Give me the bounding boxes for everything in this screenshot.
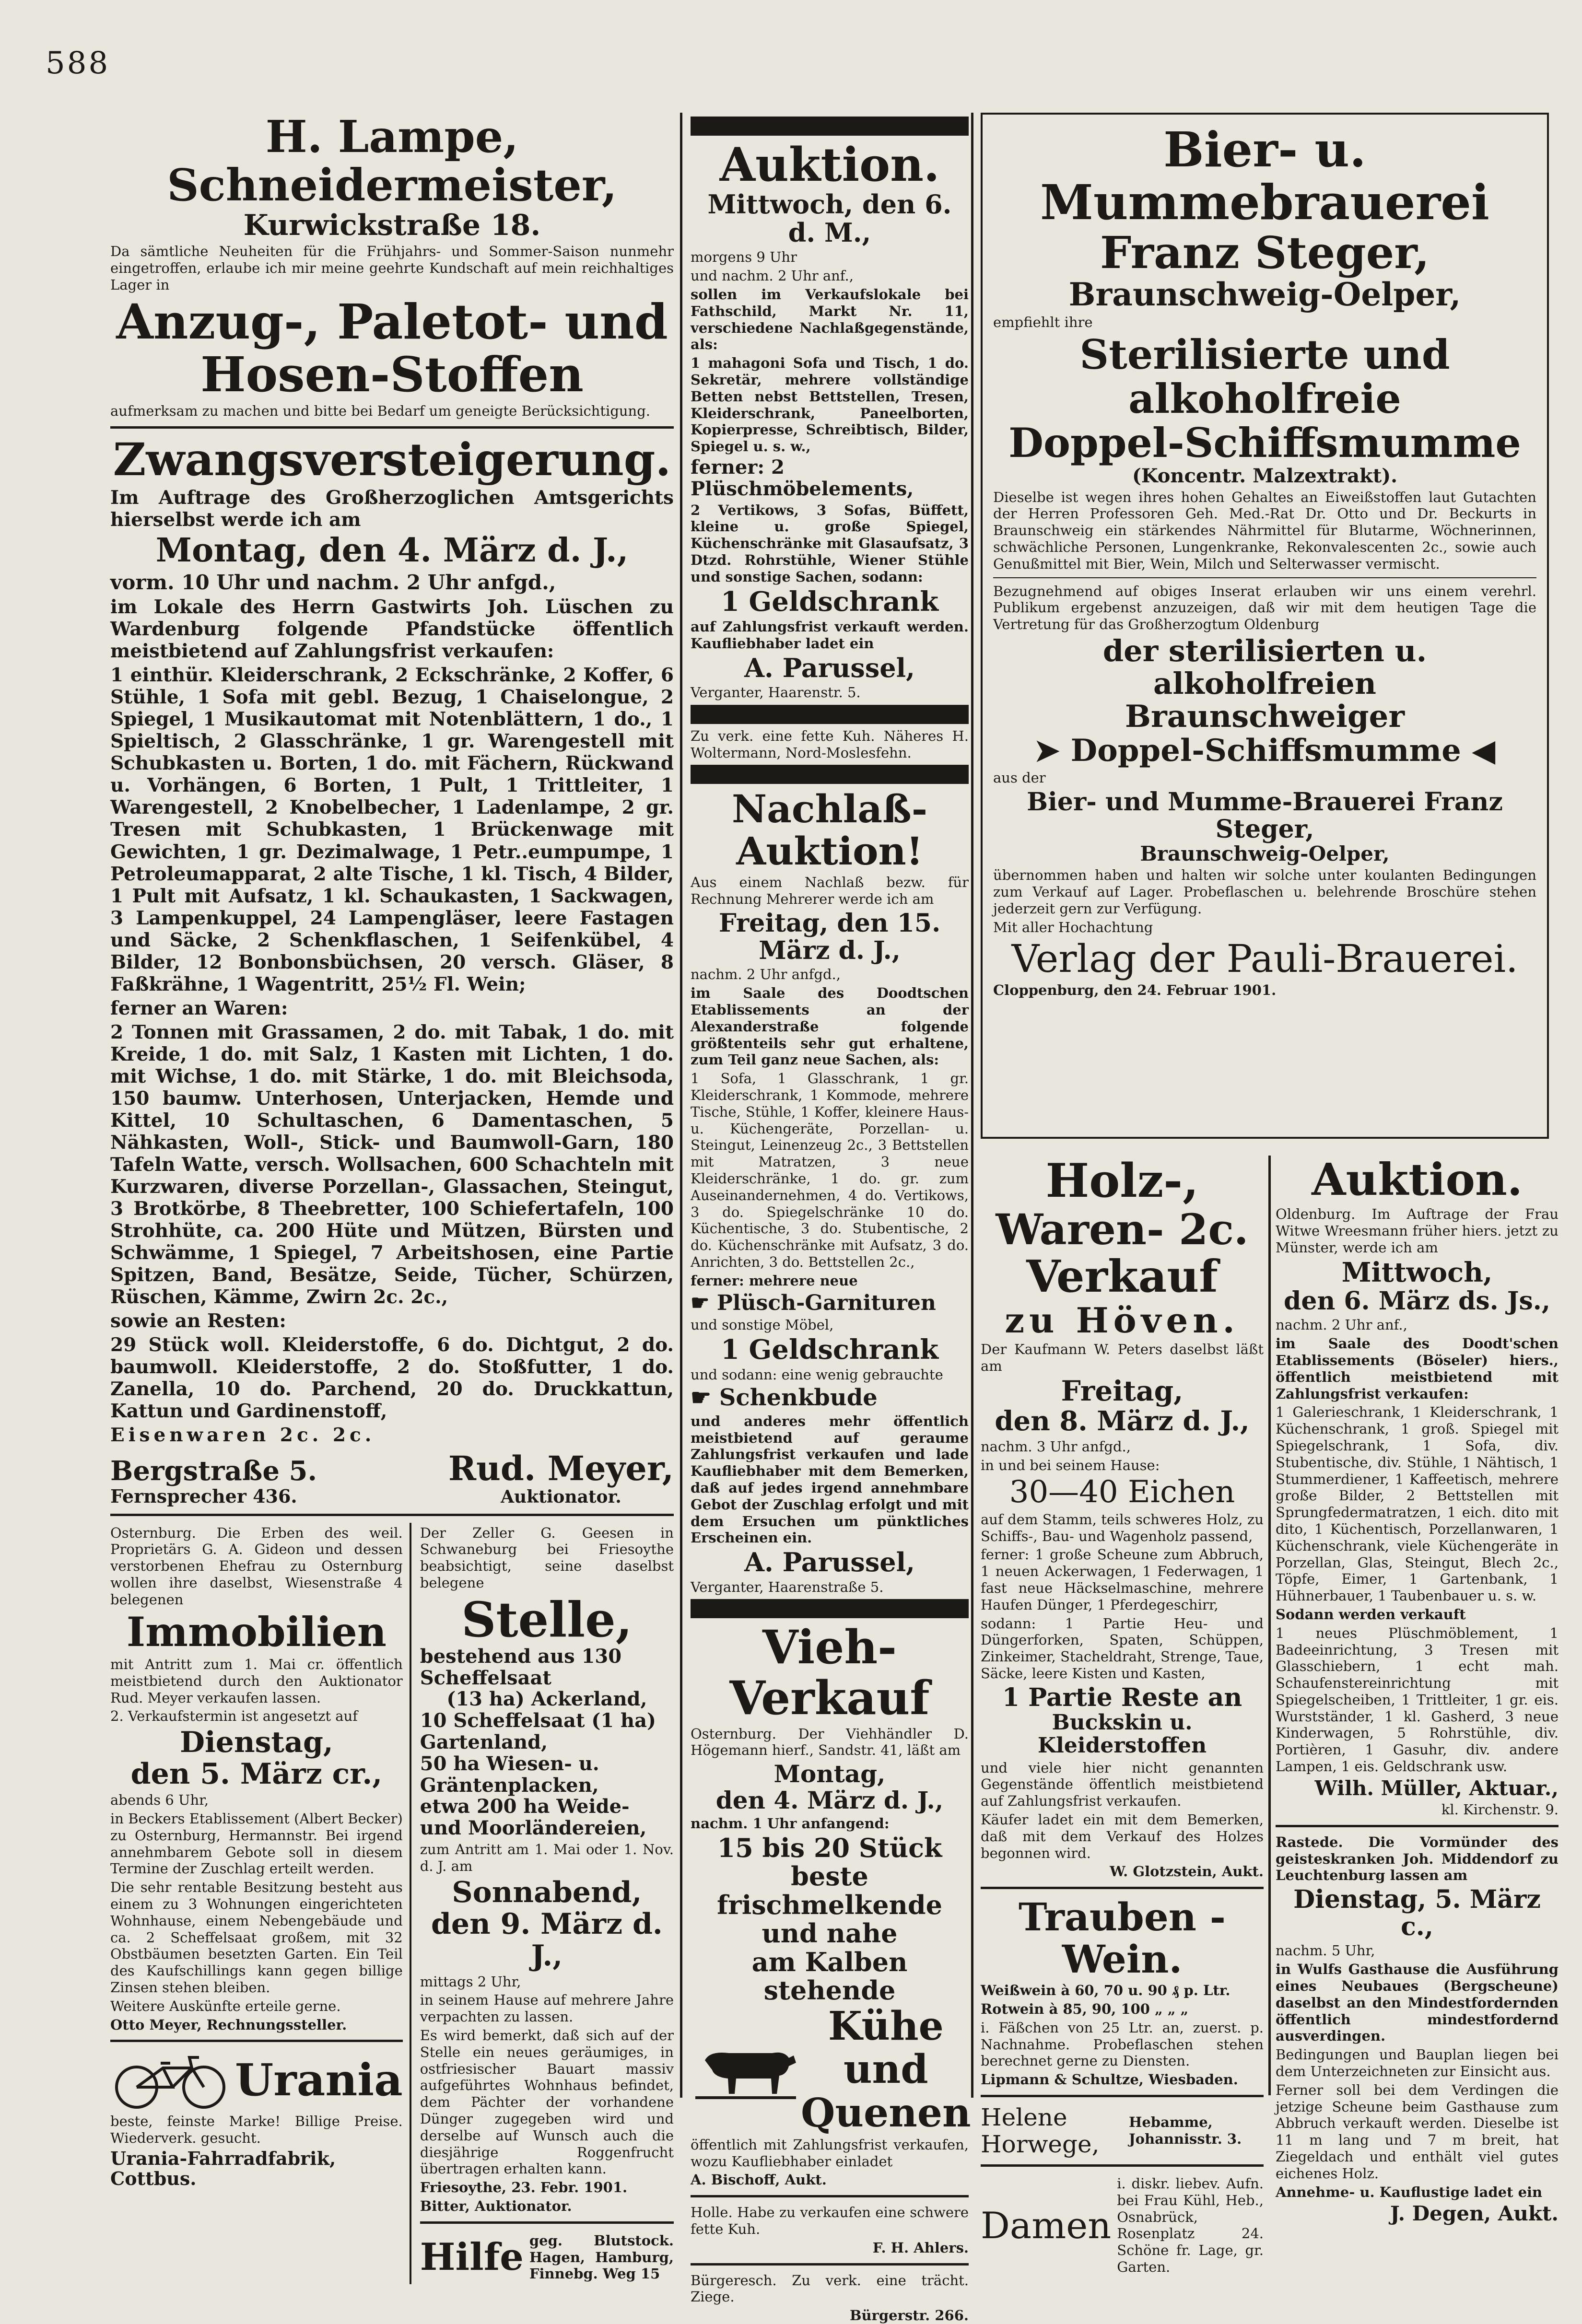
- stelle-ad: [420, 1523, 674, 2285]
- stelle-day: Sonnabend,: [452, 1875, 642, 1909]
- lampe-goods-1: Anzug-, Paletot- und: [116, 293, 668, 350]
- holz-oaks: 30—40 Eichen: [1009, 1474, 1235, 1510]
- black-bar: [691, 705, 969, 724]
- arrow-right-icon: ➤: [1034, 732, 1071, 769]
- brauerei-ad: [981, 113, 1549, 1139]
- nachlass-sign: A. Parussel,: [744, 1547, 915, 1578]
- vieh-text-2: öffentlich mit Zahlungsfrist verkaufen, wozu Kaufliebhaber einladet: [691, 2136, 969, 2170]
- brauerei-product-1: Sterilisierte und alkoholfreie: [1079, 330, 1450, 422]
- brauerei-line-4: Bier- und Mumme-Brauerei Franz Steger,: [1027, 787, 1503, 844]
- auktion-fath-ad: [691, 140, 969, 701]
- nachlass-plusch: Plüsch-Garnituren: [716, 1290, 936, 1315]
- lampe-goods-2: Hosen-Stoffen: [200, 346, 584, 403]
- auktion-old-title: Auktion.: [1312, 1154, 1523, 1205]
- vieh-line-5: Quenen: [801, 2090, 971, 2136]
- auktion-fath-title: Auktion.: [719, 138, 940, 192]
- holle-sign: F. H. Ahlers.: [872, 2239, 969, 2256]
- immobilien-text-1: mit Antritt zum 1. Mai cr. öffentlich meistbietend durch den Auktionator Rud. Meyer verkaufen lassen.: [110, 1656, 403, 1706]
- stelle-text-2: in seinem Hause auf mehrere Jahre verpachten zu lassen.: [420, 1992, 674, 2025]
- brauerei-line-2: Braunschweiger: [1125, 699, 1405, 735]
- zwang-eisen: Eisenwaren 2c. 2c.: [110, 1424, 375, 1446]
- page-number: 588: [46, 46, 110, 81]
- stelle-line-2: (13 ha) Ackerland,: [446, 1688, 647, 1711]
- holz-text-7: Käufer ladet ein mit dem Bemerken, daß mit dem Verkauf des Holzes begonnen wird.: [981, 1811, 1264, 1861]
- stelle-place: Friesoythe, 23. Febr. 1901.: [420, 2179, 628, 2196]
- auktion-old-sign: Wilh. Müller, Aktuar.,: [1314, 1776, 1559, 1800]
- immobilien-ad: [110, 1523, 411, 2285]
- trauben-line-2: Rotwein à 85, 90, 100 „ „ „: [981, 2001, 1189, 2018]
- stelle-line-1: bestehend aus 130 Scheffelsaat: [420, 1645, 622, 1689]
- rastede-time: nachm. 5 Uhr,: [1276, 1942, 1375, 1959]
- stelle-text-1: zum Antritt am 1. Mai oder 1. Nov. d. J. am: [420, 1841, 674, 1874]
- holz-reste: 1 Partie Reste an: [1002, 1682, 1242, 1712]
- immobilien-title: Immobilien: [126, 1608, 387, 1656]
- auktion-fath-sign: A. Parussel,: [744, 652, 915, 683]
- lampe-address: Kurwickstraße 18.: [243, 209, 541, 243]
- rastede-sign-2: J. Degen, Aukt.: [1390, 2202, 1559, 2226]
- black-bar: [691, 765, 969, 784]
- vieh-day: Montag,: [773, 1760, 886, 1788]
- immobilien-sign: Otto Meyer, Rechnungssteller.: [110, 2016, 347, 2033]
- divider: [691, 2263, 969, 2266]
- rastede-text-4: Ferner soll bei dem Verdingen die jetzige Scheune beim Gasthause zum Abbruch verkauft werden. Dieselbe ist 11 m lang und 7 m breit, hat Ziegeldach und enthält viel gutes eichenes Holz.: [1276, 2081, 1559, 2182]
- immobilien-intro: Osternburg. Die Erben des weil. Proprietärs G. A. Gideon und dessen verstorbenen Ehefrau zu Osternburg wollen ihre daselbst, Wiesenstraße 4 belegenen: [110, 1524, 403, 1608]
- nachlass-date: Freitag, den 15. März d. J.,: [718, 909, 941, 966]
- rastede-sign: Annehme- u. Kauflustige ladet ein: [1276, 2184, 1543, 2200]
- stelle-line-3: 10 Scheffelsaat (1 ha) Gartenland,: [420, 1709, 656, 1753]
- nachlass-sonst: und sonstige Möbel,: [691, 1316, 834, 1333]
- auktion-old-sign-addr: kl. Kirchenstr. 9.: [1441, 1801, 1559, 1818]
- urania-brand: Urania: [235, 2054, 403, 2106]
- holz-text-5: sodann: 1 Partie Heu- und Düngerforken, Spaten, Schüppen, Zinkeimer, Stacheldraht, Strenge, Taue, Säcke, leere Kisten und Kasten,: [981, 1615, 1264, 1682]
- holle-text: Holle. Habe zu verkaufen eine schwere fette Kuh.: [691, 2204, 969, 2238]
- trauben-line-3: i. Fäßchen von 25 Ltr. an, zuerst. p. Nachnahme. Probeflaschen stehen berechnet gerne zu Diensten.: [981, 2019, 1264, 2069]
- immobilien-text-4: Die sehr rentable Besitzung besteht aus einem zu 3 Wohnungen eingerichteten Wohnhause, einem Nebengebäude und ca. 2 Scheffelsaat großem, mit 32 Obstbäumen besetzten Garten. Ein Teil des Kaufschillings kann gegen billige Zinsen stehen bleiben.: [110, 1879, 403, 1996]
- auktion-fath-ferner: ferner: 2 Plüschmöbelements,: [691, 455, 914, 500]
- stelle-sign: Bitter, Auktionator.: [420, 2197, 572, 2214]
- column-left: [110, 111, 674, 2282]
- brauerei-place: Braunschweig-Oelper,: [1068, 276, 1461, 314]
- trauben-sign: Lipmann & Schultze, Wiesbaden.: [981, 2071, 1238, 2088]
- brauerei-line-5: Braunschweig-Oelper,: [1140, 842, 1390, 866]
- vieh-line-3: am Kalben stehende: [751, 1946, 908, 2006]
- column-rule: [1268, 1156, 1271, 2095]
- kuh-ad: Zu verk. eine fette Kuh. Näheres H. Woltermann, Nord-Moslesfehn.: [691, 727, 969, 761]
- holz-day: Freitag,: [1061, 1375, 1184, 1408]
- nachlass-time: nachm. 2 Uhr anfgd.,: [691, 966, 841, 983]
- zwang-place: im Lokale des Herrn Gastwirts Joh. Lüschen zu Wardenburg folgende Pfandstücke öffentlich meistbietend auf Zahlungsfrist verkaufen:: [110, 596, 674, 663]
- column-right-lower-left: [981, 1154, 1264, 2276]
- black-bar: [691, 117, 969, 136]
- holz-text-6: und viele hier nicht genannten Gegenstände öffentlich meistbietend auf Zahlungsfrist verkaufen.: [981, 1759, 1264, 1810]
- vieh-ad: [691, 1622, 969, 2188]
- stelle-title: Stelle,: [461, 1591, 633, 1648]
- nachlass-ad: [691, 788, 969, 1595]
- pointing-hand-icon: ☛: [691, 1290, 717, 1315]
- damen-text: i. diskr. liebev. Aufn. bei Frau Kühl, Heb., Osnabrück, Rosenplatz 24. Schöne fr. Lage, gr. Garten.: [1117, 2175, 1264, 2276]
- auktion-fath-date: Mittwoch, den 6. d. M.,: [707, 188, 952, 248]
- vieh-time: nachm. 1 Uhr anfangend:: [691, 1815, 890, 1832]
- holz-time: nachm. 3 Uhr anfgd.,: [981, 1438, 1131, 1455]
- black-bar: [691, 1599, 969, 1618]
- auktion-old-date: den 6. März ds. Js.,: [1284, 1286, 1550, 1316]
- brauerei-product-2: Doppel-Schiffsmumme: [1008, 419, 1521, 467]
- auktion-old-text-2: im Saale des Doodt'schen Etablissements (Böseler) hiers., öffentlich meistbietend mit Zahlungsfrist verkaufen:: [1276, 1335, 1559, 1402]
- vieh-line-4: Kühe und: [828, 2003, 944, 2093]
- divider: [691, 2195, 969, 2197]
- rastede-text-1: Rastede. Die Vormünder des geisteskranken Joh. Middendorf zu Leuchtenburg lassen am: [1276, 1834, 1559, 1884]
- auktion-old-text-1: Oldenburg. Im Auftrage der Frau Witwe Wreesmann früher hiers. jetzt zu Münster, werde ich am: [1276, 1206, 1559, 1256]
- divider: [110, 2040, 403, 2042]
- holz-buckskin: Buckskin u. Kleiderstoffen: [1037, 1710, 1207, 1758]
- divider: [993, 577, 1536, 578]
- brauerei-verlag: Verlag der Pauli-Brauerei.: [1011, 936, 1518, 981]
- zwang-auctioneer: Rud. Meyer,: [448, 1448, 674, 1488]
- bicycle-icon: [110, 2049, 230, 2111]
- zwang-addr: Bergstraße 5.: [110, 1455, 317, 1487]
- vieh-sign: A. Bischoff, Aukt.: [691, 2172, 827, 2188]
- divider: [1276, 1825, 1559, 1827]
- hebamme-name: Helene Horwege,: [981, 2103, 1100, 2159]
- auktion-fath-safe: 1 Geldschrank: [721, 585, 938, 618]
- immobilien-text-5: Weitere Auskünfte erteile gerne.: [110, 1997, 341, 2014]
- holz-text-2: in und bei seinem Hause:: [981, 1457, 1160, 1473]
- auktion-fath-time: morgens 9 Uhr: [691, 249, 797, 266]
- stelle-line-5: etwa 200 ha Weide- und Moorländereien,: [420, 1795, 647, 1840]
- trauben-ad: [981, 1896, 1264, 2088]
- col1-lower: [110, 1523, 674, 2285]
- zwang-title: Zwangsversteigerung.: [113, 433, 671, 486]
- zwang-date: Montag, den 4. März d. J.,: [155, 531, 629, 570]
- buergeresch-text: Bürgeresch. Zu verk. eine trächt. Ziege.: [691, 2272, 969, 2305]
- nachlass-safe: 1 Geldschrank: [721, 1333, 938, 1366]
- brauerei-owner: Franz Steger,: [1100, 227, 1430, 279]
- brauerei-text-2: Bezugnehmend auf obiges Inserat erlauben wir uns einem verehrl. Publikum ergebenst anzuzeigen, daß wir mit dem heutigen Tage die Vertretung für das Großherzogtum Oldenburg: [993, 583, 1536, 633]
- nachlass-text-2: im Saale des Doodtschen Etablissements an der Alexanderstraße folgende größtenteils sehr gut erhaltene, zum Teil ganz neue Sachen, als:: [691, 985, 969, 1068]
- immobilien-text-2: 2. Verkaufstermin ist angesetzt auf: [110, 1708, 358, 1725]
- holz-title-4: zu Höven.: [1005, 1299, 1240, 1341]
- zwang-waren-label: ferner an Waren:: [110, 997, 288, 1019]
- trauben-line-1: Weißwein à 60, 70 u. 90 ₰ p. Ltr.: [981, 1982, 1230, 1999]
- nachlass-items: 1 Sofa, 1 Glasschrank, 1 gr. Kleiderschrank, 1 Kommode, mehrere Tische, Stühle, 1 Koffer, kleinere Haus- u. Küchengeräte, Porzellan- u. Steingut, Leinenzeug 2c., 3 Bettstellen mit Matratzen, 3 neue Kleiderschränke, 1 do. gr. zum Auseinandernehmen, 4 do. Vertikows, 3 do. Spiegelschränke 10 do. Küchentische, 3 do. Stubentische, 2 do. Küchenschränke mit Aufsatz, 3 do. Anrichten, 3 do. Bettstellen 2c.,: [691, 1070, 969, 1270]
- brauerei-line-3: Doppel-Schiffsmumme: [1070, 732, 1461, 769]
- brauerei-text-1: Dieselbe ist wegen ihres hohen Gehaltes an Eiweißstoffen laut Gutachten der Herren Professoren Geh. Med.-Rat Dr. Otto und Dr. Beckurts in Braunschweig ein stärkendes Nährmittel für Blutarme, Wöchnerinnen, schwächliche Personen, Lungenkranke, Rekonvalescenten 2c., sowie auch Genußmittel mit Bier, Wein, Milch und Selterwasser vermischt.: [993, 489, 1536, 572]
- lampe-ad: [110, 113, 674, 420]
- column-right-lower-right: [1276, 1154, 1559, 2226]
- zwang-reste-label: sowie an Resten:: [110, 1309, 286, 1332]
- divider: [420, 2221, 674, 2224]
- zwang-ad: [110, 435, 674, 1507]
- vieh-title: Vieh-Verkauf: [729, 1620, 930, 1725]
- brauerei-title: Bier- u. Mummebrauerei: [1040, 121, 1489, 231]
- auktion-fath-text-2: auf Zahlungsfrist verkauft werden. Kaufliebhaber ladet ein: [691, 619, 969, 652]
- rastede-date: Dienstag, 5. März c.,: [1293, 1885, 1541, 1942]
- rastede-text-2: in Wulfs Gasthause die Ausführung eines Neubaues (Bergscheune) daselbst an den Mindestfordernden öffentlich mindestfordernd ausverdingen.: [1276, 1961, 1559, 2044]
- brauerei-aus: aus der: [993, 770, 1046, 786]
- stelle-text-3: Es wird bemerkt, daß sich auf der Stelle ein neues geräumiges, in ostfriesischer Bauart massiv aufgeführtes Wohnhaus befindet, dem Pächter der vorhandene Dünger zugegeben wird und derselbe auf Wunsch auch die diesjährige Roggenfrucht übertragen erhalten kann.: [420, 2027, 674, 2177]
- holz-text-3: auf dem Stamm, teils schweres Holz, zu Schiffs-, Bau- und Wagenholz passend,: [981, 1511, 1264, 1544]
- nachlass-text-1: Aus einem Nachlaß bezw. für Rechnung Mehrerer werde ich am: [691, 874, 969, 908]
- zwang-items: 1 einthür. Kleiderschrank, 2 Eckschränke, 2 Koffer, 6 Stühle, 1 Sofa mit gebl. Bezug, 1 Chaiselongue, 2 Spiegel, 1 Musikautomat mit Notenblättern, 1 do., 1 Spieltisch, 2 Glasschränke, 1 gr. Warengestell mit Schubkasten u. Borten, 1 do. mit Fächern, Rückwand u. Vorhängen, 6 Borten, 1 Pult, 1 Trittleiter, 1 Warengestell, 2 Knobelbecher, 1 Ladenlampe, 2 gr. Tresen mit Schubkasten, 1 Brückenwage mit Gewichten, 1 gr. Dezimalwage, 1 Petr..eumpumpe, 1 Petroleumapparat, 2 alte Tische, 1 kl. Tisch, 4 Bilder, 1 Pult mit Aufsatz, 1 kl. Schaukasten, 1 Sackwagen, 3 Lampenkuppel, 24 Lampengläser, leere Fastagen und Säcke, 2 Schenkflaschen, 1 Seifenkübel, 4 Bilder, 12 Bonbonsbüchsen, 20 versch. Gläser, 8 Faßkrähne, 1 Wagentritt, 25½ Fl. Wein;: [110, 664, 674, 995]
- auktion-fath-text-1: sollen im Verkaufslokale bei Fathschild, Markt Nr. 11, verschiedene Nachlaßgegenstände, als:: [691, 286, 969, 353]
- divider: [981, 2095, 1264, 2097]
- buergeresch-sign: Bürgerstr. 266.: [849, 2307, 969, 2324]
- zwang-phone: Fernsprecher 436.: [110, 1485, 297, 1507]
- divider: [981, 1887, 1264, 1889]
- divider: [110, 426, 674, 429]
- holz-text-4: ferner: 1 große Scheune zum Abbruch, 1 neuen Ackerwagen, 1 Federwagen, 1 fast neue Häckselmaschine, mehrere Haufen Dünger, 1 Pferdegeschirr,: [981, 1546, 1264, 1613]
- rastede-text-3: Bedingungen und Bauplan liegen bei dem Unterzeichneten zur Einsicht aus.: [1276, 2046, 1559, 2080]
- holz-text-1: Der Kaufmann W. Peters daselbst läßt am: [981, 1341, 1264, 1374]
- stelle-line-4: 50 ha Wiesen- u. Gräntenplacken,: [420, 1752, 599, 1797]
- divider: [981, 2164, 1264, 2167]
- stelle-date: den 9. März d. J.,: [431, 1907, 663, 1973]
- hilfe-text: geg. Blutstock. Hagen, Hamburg, Finnebg. Weg 15: [529, 2232, 674, 2282]
- urania-ad: [110, 2049, 403, 2111]
- urania-footer: Urania-Fahrradfabrik, Cottbus.: [110, 2147, 336, 2190]
- vieh-text-1: Osternburg. Der Viehhändler D. Högemann hierf., Sandstr. 41, läßt am: [691, 1725, 969, 1759]
- nachlass-sign-role: Verganter, Haarenstraße 5.: [691, 1578, 884, 1595]
- holz-title-1: Holz-,: [1045, 1154, 1199, 1208]
- nachlass-text-3: und sodann: eine wenig gebrauchte: [691, 1366, 943, 1383]
- brauerei-regards: Mit aller Hochachtung: [993, 919, 1153, 935]
- auktion-fath-items-2: 2 Vertikows, 3 Sofas, Büffett, kleine u. große Spiegel, Küchenschränke mit Glasaufsatz, 3 Dtzd. Rohrstühle, Wiener Stühle und sonstige Sachen, sodann:: [691, 502, 969, 585]
- trauben-title: Trauben - Wein.: [1019, 1894, 1226, 1982]
- holz-ad: [981, 1156, 1264, 1880]
- immobilien-time: abends 6 Uhr,: [110, 1792, 209, 1809]
- auktion-fath-sign-role: Verganter, Haarenstr. 5.: [691, 684, 861, 701]
- auktion-old-day: Mittwoch,: [1341, 1256, 1493, 1288]
- auktion-old-items: 1 Galerieschrank, 1 Kleiderschrank, 1 Küchenschrank, 1 groß. Spiegel mit Spiegelschrank, 1 Sofa, div. Stubentische, div. Stühle, 1 Nähtisch, 1 Stummerdiener, 1 Kaffeetisch, mehrere große Bilder, 2 Bettstellen mit Sprungfedermatratzen, 1 eich. dito mit dito, 1 Küchentisch, Porzellanwaren, 1 Küchenschrank, viele Küchengeräte in Porzellan, Glas, Steingut, Blech 2c., Töpfe, Eimer, 1 Gartenbank, 1 Hühnerbauer, 1 Taubenbauer u. s. w.: [1276, 1404, 1559, 1604]
- zwang-intro: Im Auftrage des Großherzoglichen Amtsgerichts hierselbst werde ich am: [110, 486, 674, 531]
- urania-text: beste, feinste Marke! Billige Preise. Wiederverk. gesucht.: [110, 2113, 403, 2147]
- zwang-reste: 29 Stück woll. Kleiderstoffe, 6 do. Dichtgut, 2 do. baumwoll. Kleiderstoffe, 2 do. Stoßfutter, 1 do. Zanella, 10 do. Parchend, 20 do. Druckkattun, Kattun und Gardinenstoff,: [110, 1333, 674, 1422]
- hebamme-role: Hebamme, Johannisstr. 3.: [1128, 2114, 1242, 2148]
- auktion-old-ad: [1276, 1156, 1559, 1818]
- nachlass-text-4: und anderes mehr öffentlich meistbietend auf geraume Zahlungsfrist verkaufen und lade Kaufliebhaber mit dem Bemerken, daß auf jedes irgend annehmbare Gebot der Zuschlag erfolgt und mit dem Ersuchen um pünktliches Erscheinen ein.: [691, 1413, 969, 1546]
- zwang-time: vorm. 10 Uhr und nachm. 2 Uhr anfgd.,: [110, 570, 556, 594]
- zwang-waren: 2 Tonnen mit Grassamen, 2 do. mit Tabak, 1 do. mit Kreide, 1 do. mit Salz, 1 Kasten mit Lichten, 1 do. mit Wichse, 1 do. mit Stärke, 1 do. mit Bleichsoda, 150 baumw. Unterhosen, Unterjacken, Hemde und Kittel, 10 Schultaschen, 6 Damentaschen, 5 Nähkasten, Woll-, Stick- und Baumwoll-Garn, 180 Tafeln Watte, versch. Wollsachen, 600 Schachteln mit Kurzwaren, diverse Porzellan-, Glassachen, Steingut, 3 Brotkörbe, 8 Theebretter, 100 Schiefertafeln, 100 Strohhüte, ca. 200 Hüte und Mützen, Bürsten und Schwämme, 1 Spiegel, 7 Arbeitshosen, eine Partie Spitzen, Band, Besätze, Seide, Tücher, Schürzen, Rüschen, Kämme, Zwirn 2c. 2c.,: [110, 1021, 674, 1308]
- holz-date: den 8. März d. J.,: [995, 1405, 1250, 1437]
- vieh-line-1: 15 bis 20 Stück beste: [717, 1832, 942, 1892]
- stelle-intro: Der Zeller G. Geesen in Schwaneburg bei Friesoythe beabsichtigt, seine daselbst belegene: [420, 1524, 674, 1591]
- holz-title-2: Waren- 2c.: [996, 1204, 1249, 1254]
- pointing-hand-icon: ☛: [691, 1384, 719, 1412]
- lampe-name: H. Lampe,: [265, 111, 519, 163]
- brauerei-sign: Cloppenburg, den 24. Februar 1901.: [993, 981, 1277, 998]
- hilfe-ad: [420, 2231, 674, 2284]
- rastede-ad: [1276, 1834, 1559, 2225]
- holz-sign: W. Glotzstein, Aukt.: [1110, 1863, 1264, 1880]
- lampe-intro: Da sämtliche Neuheiten für die Frühjahrs- und Sommer-Saison nunmehr eingetroffen, erlaube ich mir meine geehrte Kundschaft auf mein reichhaltiges Lager in: [110, 243, 674, 293]
- brauerei-text-3: übernommen haben und halten wir solche unter koulanten Bedingungen zum Verkauf auf Lager. Probeflaschen u. belehrende Broschüre stehen jederzeit gern zur Verfügung.: [993, 867, 1536, 917]
- auktion-old-text-3: Sodann werden verkauft: [1276, 1606, 1466, 1623]
- hilfe-title: Hilfe: [420, 2235, 524, 2279]
- immobilien-day: Dienstag,: [179, 1726, 333, 1760]
- column-rule: [680, 113, 682, 2098]
- nachlass-title: Nachlaß-Auktion!: [731, 786, 928, 874]
- damen-title: Damen: [981, 2204, 1112, 2247]
- auktion-fath-time-2: und nachm. 2 Uhr anf.,: [691, 268, 854, 284]
- zwang-auctioneer-title: Auktionator.: [501, 1487, 621, 1507]
- column-rule: [971, 113, 973, 2098]
- stelle-time: mittags 2 Uhr,: [420, 1973, 521, 1990]
- nachlass-bude: Schenkbude: [719, 1384, 878, 1412]
- auktion-old-time: nachm. 2 Uhr anf.,: [1276, 1317, 1407, 1333]
- holz-title-3: Verkauf: [1026, 1250, 1218, 1303]
- lampe-outro: aufmerksam zu machen und bitte bei Bedarf um geneigte Berücksichtigung.: [110, 402, 651, 419]
- column-middle: [691, 113, 971, 2324]
- nachlass-ferner: ferner: mehrere neue: [691, 1272, 858, 1289]
- brauerei-recommends: empfiehlt ihre: [993, 314, 1093, 330]
- auktion-old-text-4: 1 neues Plüschmöblement, 1 Badeeinrichtung, 3 Tresen mit Glasschiebern, 1 echt mah. Schaufenstereinrichtung mit Spiegelscheiben, 1 Trittleiter, 1 gr. eis. Wurstständer, 1 kl. Gasherd, 3 neue Kinderwagen, 5 Rohrstühle, div. Portièren, 1 Gasuhr, div. andere Lampen, 1 eis. Geldschrank usw.: [1276, 1624, 1559, 1775]
- vieh-line-2: frischmelkende und nahe: [717, 1889, 942, 1949]
- brauerei-line-1: der sterilisierten u. alkoholfreien: [1102, 633, 1427, 701]
- immobilien-date: den 5. März cr.,: [130, 1757, 383, 1791]
- auktion-fath-items: 1 mahagoni Sofa und Tisch, 1 do. Sekretär, mehrere vollständige Betten nebst Bettstellen, Tresen, Kleiderschrank, Paneelborten, Kopierpresse, Schreibtisch, Bilder, Spiegel u. s. w.,: [691, 355, 969, 455]
- divider: [110, 1514, 674, 1516]
- cow-icon: [691, 2036, 801, 2103]
- brauerei-product-3: (Koncentr. Malzextrakt).: [1132, 464, 1398, 487]
- hebamme-ad: [981, 2104, 1264, 2158]
- arrow-left-icon: ◀: [1461, 732, 1496, 769]
- damen-ad: [981, 2173, 1264, 2277]
- vieh-date: den 4. März d. J.,: [715, 1786, 944, 1815]
- immobilien-text-3: in Beckers Etablissement (Albert Becker) zu Osternburg, Hermannstr. Bei irgend annehmbarem Gebote soll in diesem Termine der Zuschlag erteilt werden.: [110, 1810, 403, 1877]
- lampe-trade: Schneidermeister,: [167, 159, 617, 211]
